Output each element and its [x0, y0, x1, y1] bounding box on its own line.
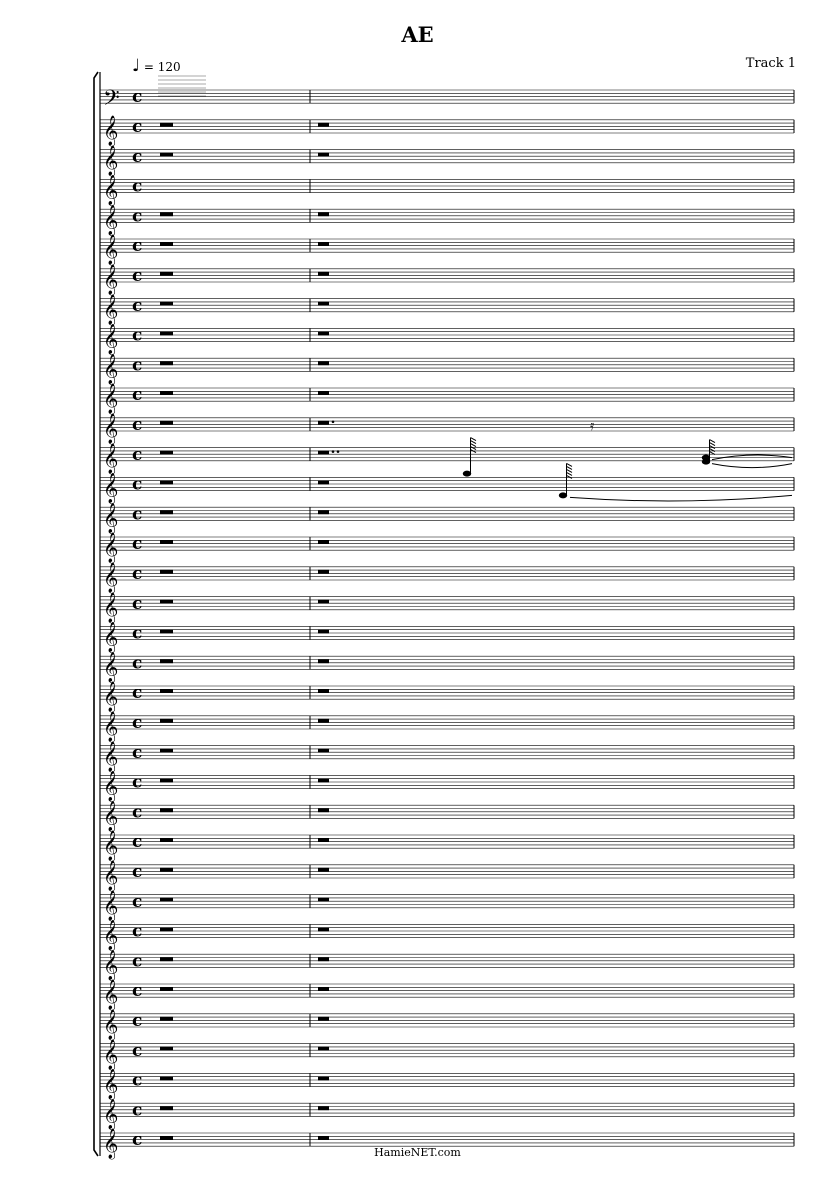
tempo-text: = 120 [143, 60, 181, 74]
note-flag [710, 440, 716, 443]
treble-clef-icon: 𝄞 [103, 1099, 119, 1130]
rest-icon [318, 421, 329, 425]
rest-icon [160, 570, 173, 574]
time-signature-icon: c [132, 1070, 143, 1091]
time-signature-icon: c [132, 802, 143, 823]
rest-icon [318, 123, 329, 127]
time-signature-icon: c [132, 266, 143, 286]
treble-clef-icon: 𝄞 [103, 652, 119, 683]
time-signature-icon: c [132, 713, 143, 733]
rest-icon [160, 1017, 173, 1021]
rest-icon [160, 242, 173, 246]
rest-icon [160, 212, 173, 216]
rest-icon [318, 957, 329, 961]
treble-clef-icon: 𝄞 [103, 533, 119, 564]
rest-icon [160, 1106, 173, 1110]
treble-clef-icon: 𝄞 [103, 145, 119, 176]
treble-clef-icon: 𝄞 [103, 116, 119, 146]
treble-clef-icon: 𝄞 [103, 592, 119, 623]
time-signature-icon: c [132, 832, 143, 853]
tie-curve [570, 495, 792, 501]
note-flag [567, 466, 573, 469]
time-signature-icon: c [132, 683, 143, 704]
note-flag [471, 447, 477, 450]
rest-icon [318, 1076, 329, 1080]
footer-text: HamieNET.com [374, 1146, 461, 1159]
rest-icon [318, 510, 329, 514]
rest-icon [318, 659, 329, 663]
rest-icon [160, 957, 173, 961]
rest-icon [318, 361, 329, 365]
rest-icon [160, 629, 173, 633]
rest-icon [160, 1047, 173, 1051]
treble-clef-icon: 𝄞 [103, 741, 119, 772]
treble-clef-icon: 𝄞 [103, 563, 119, 593]
rest-icon [318, 331, 329, 335]
treble-clef-icon: 𝄞 [103, 831, 119, 862]
note-flag [567, 472, 573, 475]
time-signature-icon: c [132, 146, 143, 167]
time-signature-icon: c [132, 1100, 143, 1121]
time-signature-icon: c [132, 862, 143, 882]
rest-icon [318, 838, 329, 842]
sixteenth-rest-icon: 𝄿 [590, 417, 595, 434]
rest-icon [160, 272, 173, 276]
footer-credit [0, 1146, 835, 1159]
time-signature-icon: c [132, 206, 143, 227]
rest-icon [160, 987, 173, 991]
rest-icon [160, 808, 173, 812]
time-signature-icon: c [132, 772, 143, 793]
dot-icon [332, 421, 335, 424]
rest-icon [318, 778, 329, 782]
rest-icon [160, 123, 173, 127]
time-signature-icon: c [132, 891, 143, 912]
note-flag [567, 469, 573, 472]
note-flag [567, 475, 573, 478]
rest-icon [318, 540, 329, 544]
rest-icon [160, 480, 173, 484]
rest-icon [318, 153, 329, 157]
rest-icon [318, 570, 329, 574]
time-signature-icon: c [132, 474, 143, 495]
treble-clef-icon: 𝄞 [103, 354, 119, 385]
treble-clef-icon: 𝄞 [103, 235, 119, 266]
note-head-icon [702, 459, 710, 465]
treble-clef-icon: 𝄞 [103, 682, 119, 713]
rest-icon [318, 689, 329, 693]
rest-icon [160, 331, 173, 335]
rest-icon [318, 868, 329, 872]
rest-icon [318, 1047, 329, 1051]
rest-icon [318, 898, 329, 902]
rest-icon [160, 927, 173, 931]
rest-icon [318, 480, 329, 484]
rest-icon [318, 600, 329, 604]
rest-icon [318, 212, 329, 216]
time-signature-icon: c [132, 325, 143, 346]
treble-clef-icon: 𝄞 [103, 1039, 119, 1070]
time-signature-icon: c [132, 1040, 143, 1061]
note-flag [471, 441, 477, 444]
dot-icon [337, 450, 340, 453]
tie-curve [712, 464, 792, 468]
time-signature-icon: c [132, 504, 143, 525]
note-head-icon [463, 471, 471, 477]
dot-icon [332, 450, 335, 453]
rest-icon [160, 868, 173, 872]
rest-icon [160, 749, 173, 753]
rest-icon [318, 719, 329, 723]
rest-icon [160, 1076, 173, 1080]
rest-icon [318, 629, 329, 633]
rest-icon [318, 242, 329, 246]
rest-icon [160, 451, 173, 455]
time-signature-icon: c [132, 593, 143, 614]
rest-icon [160, 600, 173, 604]
quarter-note-icon: ♩ [132, 56, 141, 76]
rest-icon [160, 719, 173, 723]
rest-icon [318, 302, 329, 306]
rest-icon [318, 1136, 329, 1140]
time-signature-icon: c [132, 564, 143, 584]
treble-clef-icon: 𝄞 [103, 712, 119, 742]
rest-icon [318, 1017, 329, 1021]
rest-icon [318, 1106, 329, 1110]
score-title: AE [401, 22, 434, 47]
rest-icon [160, 898, 173, 902]
treble-clef-icon: 𝄞 [103, 861, 119, 891]
treble-clef-icon: 𝄞 [103, 175, 119, 206]
treble-clef-icon: 𝄞 [103, 1069, 119, 1100]
treble-clef-icon: 𝄞 [103, 294, 119, 325]
rest-icon [160, 540, 173, 544]
rest-icon [318, 987, 329, 991]
treble-clef-icon: 𝄞 [103, 473, 119, 504]
rest-icon [160, 361, 173, 365]
time-signature-icon: c [132, 623, 143, 644]
time-signature-icon: c [132, 1011, 143, 1031]
note-head-icon [559, 492, 567, 498]
rest-icon [160, 689, 173, 693]
rest-icon [318, 808, 329, 812]
treble-clef-icon: 𝄞 [103, 920, 119, 951]
note-flag [471, 444, 477, 447]
time-signature-icon: c [132, 415, 143, 435]
time-signature-icon: c [132, 951, 143, 972]
bass-clef-icon: 𝄢 [103, 86, 120, 117]
treble-clef-icon: 𝄞 [103, 1129, 119, 1160]
rest-icon [160, 659, 173, 663]
treble-clef-icon: 𝄞 [103, 443, 119, 474]
treble-clef-icon: 𝄞 [103, 384, 119, 415]
time-signature-icon: c [132, 117, 143, 137]
time-signature-icon: c [132, 653, 143, 674]
system-bracket [94, 72, 98, 1156]
treble-clef-icon: 𝄞 [103, 414, 119, 444]
rest-icon [160, 778, 173, 782]
treble-clef-icon: 𝄞 [103, 771, 119, 802]
time-signature-icon: c [132, 236, 143, 257]
time-signature-icon: c [132, 87, 143, 108]
treble-clef-icon: 𝄞 [103, 890, 119, 921]
rest-icon [160, 421, 173, 425]
treble-clef-icon: 𝄞 [103, 324, 119, 355]
treble-clef-icon: 𝄞 [103, 503, 119, 534]
time-signature-icon: c [132, 534, 143, 555]
rest-icon [160, 302, 173, 306]
rest-icon [318, 391, 329, 395]
treble-clef-icon: 𝄞 [103, 980, 119, 1011]
rest-icon [160, 153, 173, 157]
note-flag [471, 438, 477, 441]
note-flag [567, 463, 573, 466]
time-signature-icon: c [132, 981, 143, 1002]
treble-clef-icon: 𝄞 [103, 1010, 119, 1040]
rest-icon [160, 391, 173, 395]
treble-clef-icon: 𝄞 [103, 265, 119, 295]
time-signature-icon: c [132, 742, 143, 763]
treble-clef-icon: 𝄞 [103, 205, 119, 236]
rest-icon [318, 927, 329, 931]
time-signature-icon: c [132, 176, 143, 197]
treble-clef-icon: 𝄞 [103, 801, 119, 832]
time-signature-icon: c [132, 385, 143, 406]
rest-icon [160, 510, 173, 514]
time-signature-icon: c [132, 295, 143, 316]
rest-icon [160, 1136, 173, 1140]
time-signature-icon: c [132, 1130, 143, 1151]
rest-icon [160, 838, 173, 842]
treble-clef-icon: 𝄞 [103, 950, 119, 981]
rest-icon [318, 451, 329, 455]
treble-clef-icon: 𝄞 [103, 622, 119, 653]
rest-icon [318, 272, 329, 276]
rest-icon [318, 749, 329, 753]
time-signature-icon: c [132, 444, 143, 465]
note-flag [710, 446, 716, 449]
note-flag [710, 443, 716, 446]
time-signature-icon: c [132, 921, 143, 942]
track-label: Track 1 [745, 56, 796, 71]
time-signature-icon: c [132, 355, 143, 376]
